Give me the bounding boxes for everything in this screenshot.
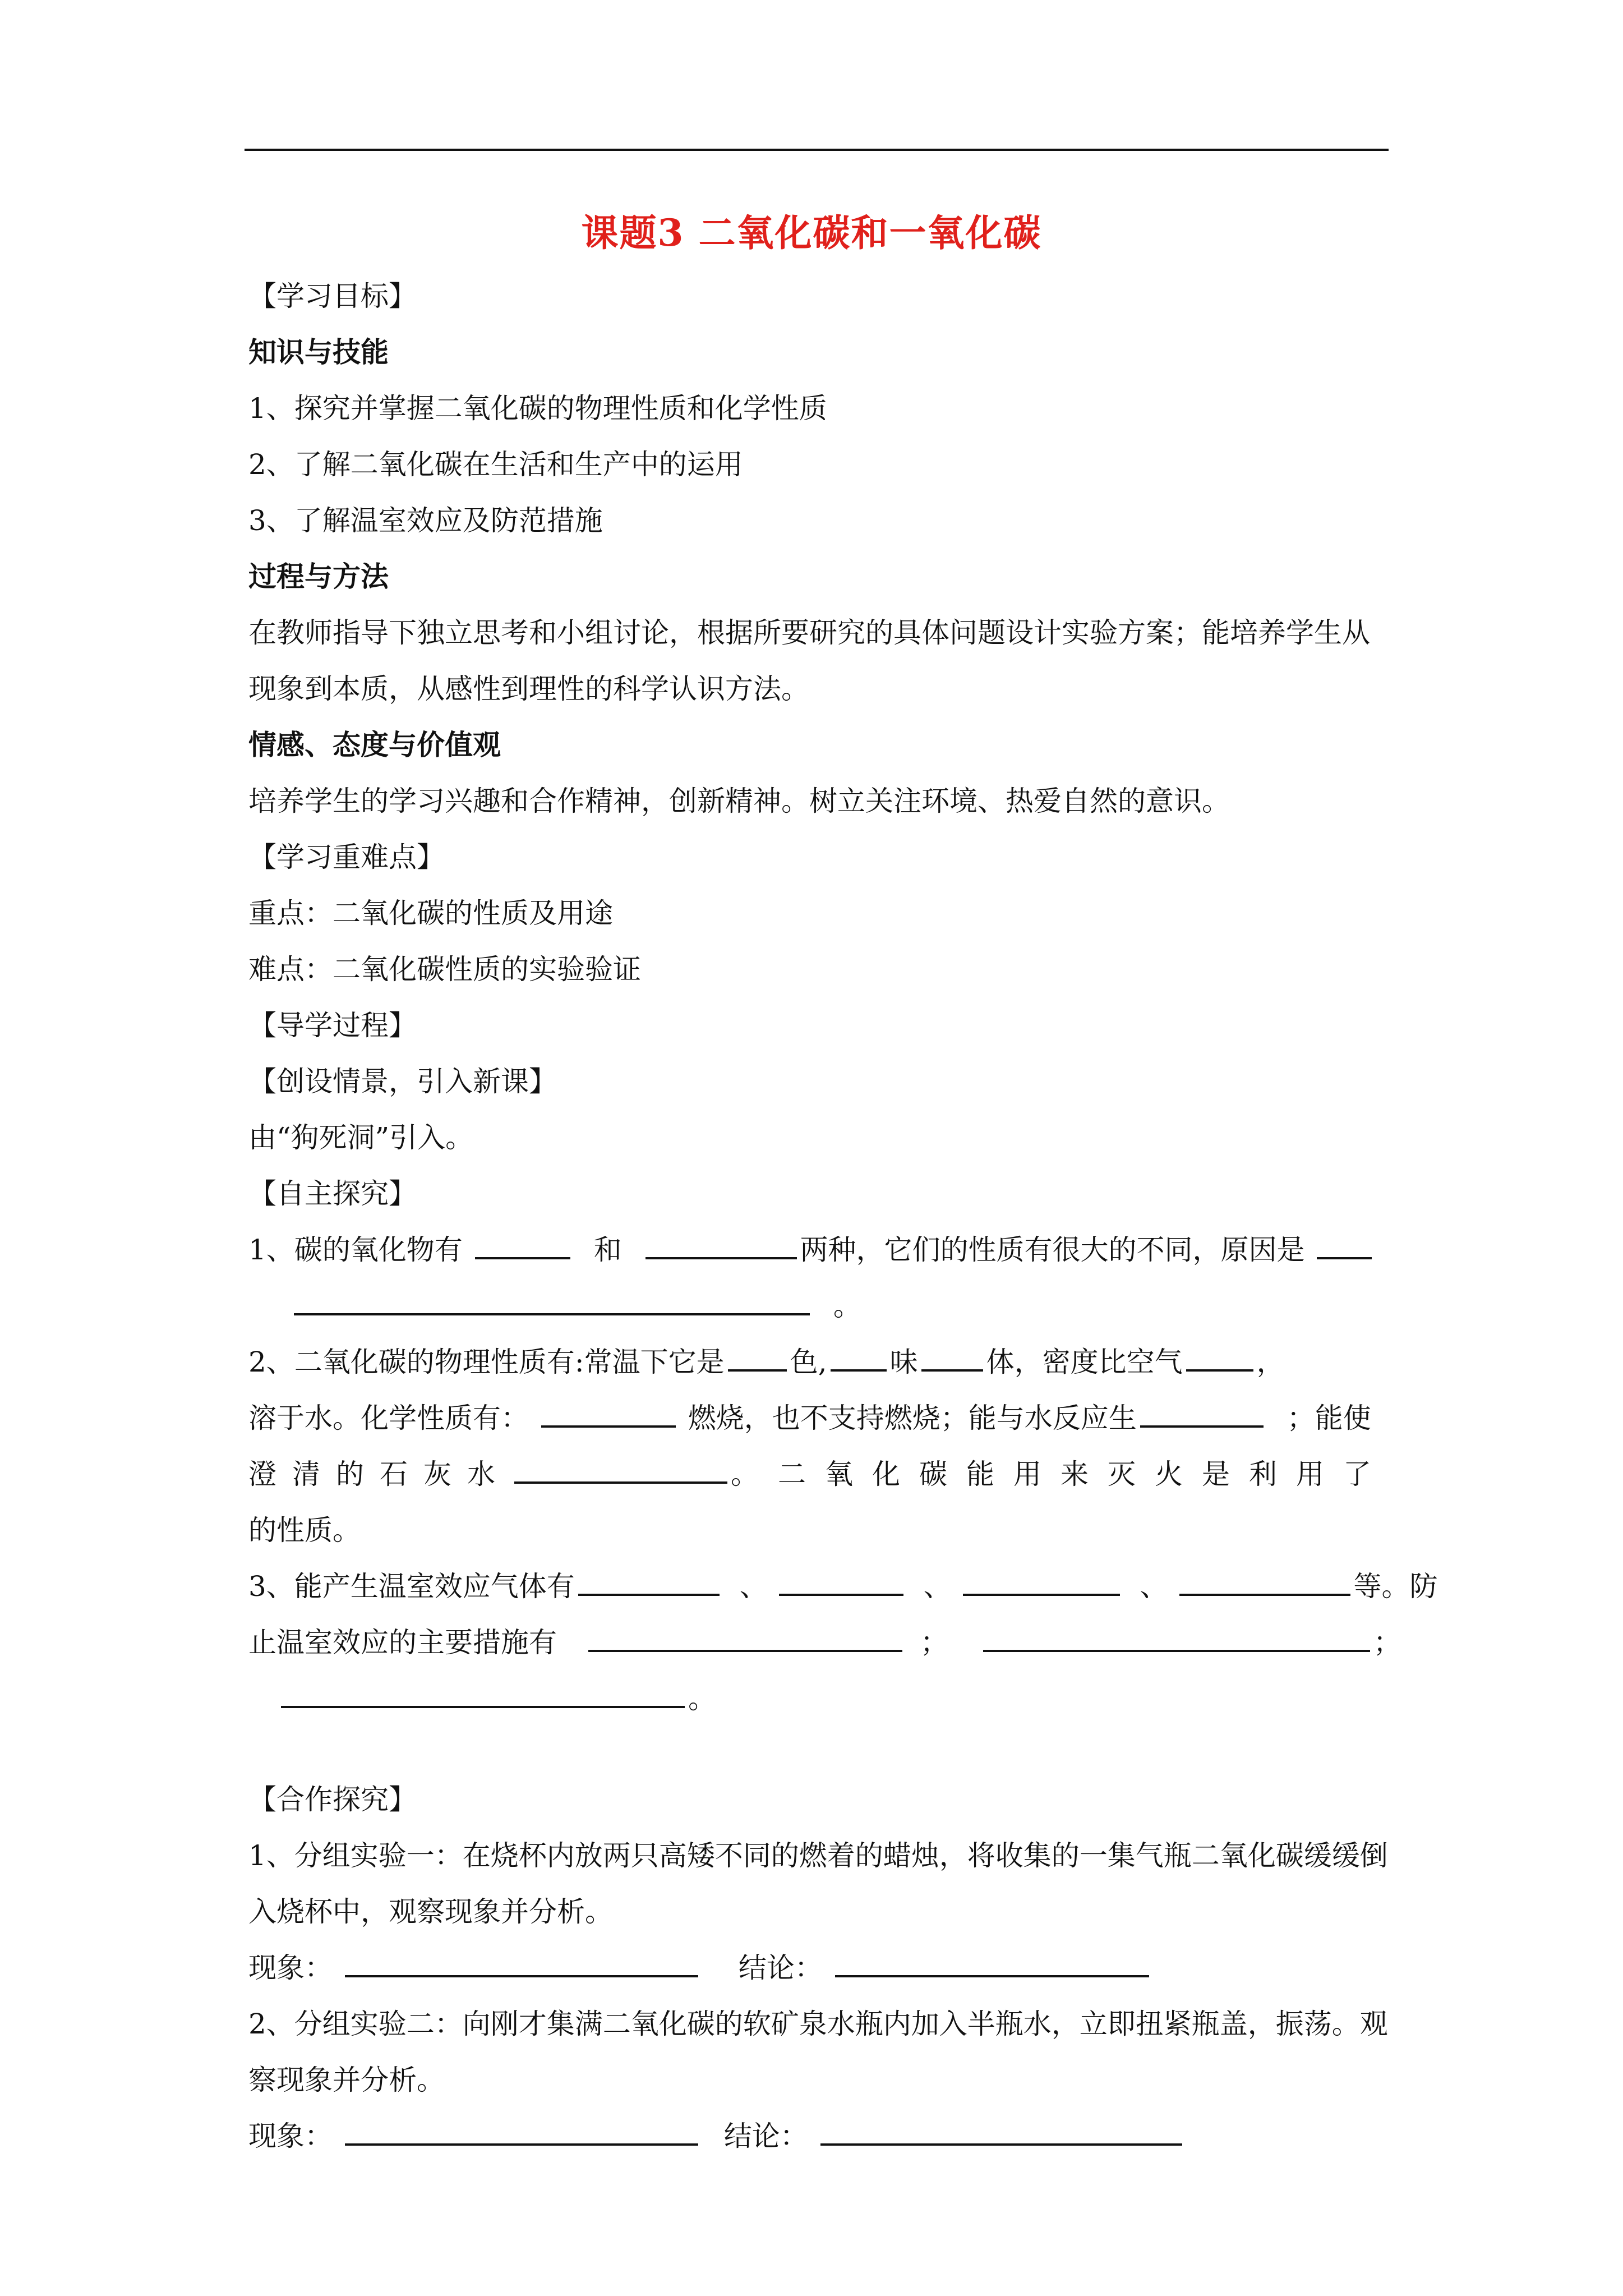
section-heading-self-study: 【自主探究】 [248, 1177, 417, 1210]
document-body [248, 268, 1438, 2164]
q3-blank-gas-4[interactable] [1179, 1561, 1350, 1596]
q2-line-3: 澄清的石灰水 。二氧化碳能用来灭火是利用了 [248, 1446, 1390, 1502]
header-rule [245, 149, 1389, 151]
q2-line-2: 溶于水。化学性质有： 燃烧，也不支持燃烧；能与水反应生 ；能使 [248, 1390, 1390, 1446]
section-heading-objectives: 【学习目标】 [248, 280, 417, 312]
q3-line-1: 3、能产生温室效应气体有 、 、 、 等。防 [248, 1558, 1390, 1614]
subheading-knowledge: 知识与技能 [248, 335, 389, 369]
exp1-conclusion-blank[interactable] [835, 1943, 1149, 1977]
q2-blank-limewater[interactable] [514, 1449, 727, 1484]
subheading-attitude: 情感、态度与价值观 [248, 728, 501, 761]
q3-blank-measure-1[interactable] [588, 1617, 902, 1652]
section-heading-cooperation: 【合作探究】 [248, 1783, 417, 1816]
exp1-text: 1、分组实验一：在烧杯内放两只高矮不同的燃着的蜡烛，将收集的一集气瓶二氧化碳缓缓倒入烧杯中，观察现象并分析。 [248, 1839, 1388, 1928]
section-heading-guide: 【导学过程】 [248, 1009, 417, 1042]
q2-blank-color[interactable] [728, 1337, 787, 1372]
q1-line-2: 。 [248, 1278, 1390, 1334]
q3-blank-gas-2[interactable] [779, 1561, 903, 1596]
q2-line-4: 的性质。 [248, 1514, 361, 1547]
q2-line-1: 2、二氧化碳的物理性质有:常温下它是 色, 味 体，密度比空气 ， [248, 1334, 1390, 1390]
keypoint-difficulty: 难点：二氧化碳性质的实验验证 [248, 953, 641, 986]
exp1-answer-row: 现象： 结论： [248, 1940, 1390, 1996]
q1-blank-4[interactable] [294, 1281, 810, 1315]
intro-text: 由“狗死洞”引入。 [248, 1121, 474, 1154]
q1-blank-2[interactable] [645, 1225, 797, 1259]
q3-line-3: 。 [248, 1671, 1390, 1727]
q2-blank-density[interactable] [1186, 1337, 1253, 1372]
process-paragraph: 在教师指导下独立思考和小组讨论，根据所要研究的具体问题设计实验方案；能培养学生从现象到本质，从感性到理性的科学认识方法。 [248, 616, 1370, 705]
q3-blank-measure-3[interactable] [281, 1673, 685, 1708]
q3-blank-gas-3[interactable] [963, 1561, 1120, 1596]
q2-blank-water-reaction[interactable] [1140, 1393, 1264, 1428]
exp1-phenomenon-blank[interactable] [345, 1943, 698, 1977]
exp2-phenomenon-blank[interactable] [345, 2111, 698, 2146]
q1-blank-1[interactable] [475, 1225, 570, 1259]
subheading-process: 过程与方法 [248, 560, 389, 593]
exp2-conclusion-blank[interactable] [820, 2111, 1182, 2146]
q2-blank-state[interactable] [921, 1337, 983, 1372]
knowledge-item-2: 2、了解二氧化碳在生活和生产中的运用 [248, 448, 743, 481]
knowledge-item-3: 3、了解温室效应及防范措施 [248, 504, 603, 537]
q3-blank-measure-2[interactable] [983, 1617, 1370, 1652]
q3-blank-gas-1[interactable] [578, 1561, 720, 1596]
q3-line-2: 止温室效应的主要措施有 ； ； [248, 1614, 1390, 1671]
q1-line-1: 1、碳的氧化物有 和 两种，它们的性质有很大的不同，原因是 [248, 1222, 1390, 1278]
exp2-answer-row: 现象： 结论： [248, 2108, 1390, 2164]
attitude-paragraph: 培养学生的学习兴趣和合作精神，创新精神。树立关注环境、热爱自然的意识。 [248, 785, 1230, 817]
exp2-text: 2、分组实验二：向刚才集满二氧化碳的软矿泉水瓶内加入半瓶水，立即扭紧瓶盖，振荡。观察现象并分析。 [248, 2008, 1388, 2096]
knowledge-item-1: 1、探究并掌握二氧化碳的物理性质和化学性质 [248, 392, 827, 425]
page-title: 课题3 二氧化碳和一氧化碳 [581, 211, 1042, 255]
keypoint-focus: 重点：二氧化碳的性质及用途 [248, 897, 613, 930]
section-heading-keypoints: 【学习重难点】 [248, 841, 445, 873]
q2-blank-combustion[interactable] [541, 1393, 676, 1428]
q2-blank-smell[interactable] [831, 1337, 887, 1372]
intro-heading: 【创设情景，引入新课】 [248, 1065, 557, 1098]
q1-blank-3[interactable] [1317, 1225, 1372, 1259]
